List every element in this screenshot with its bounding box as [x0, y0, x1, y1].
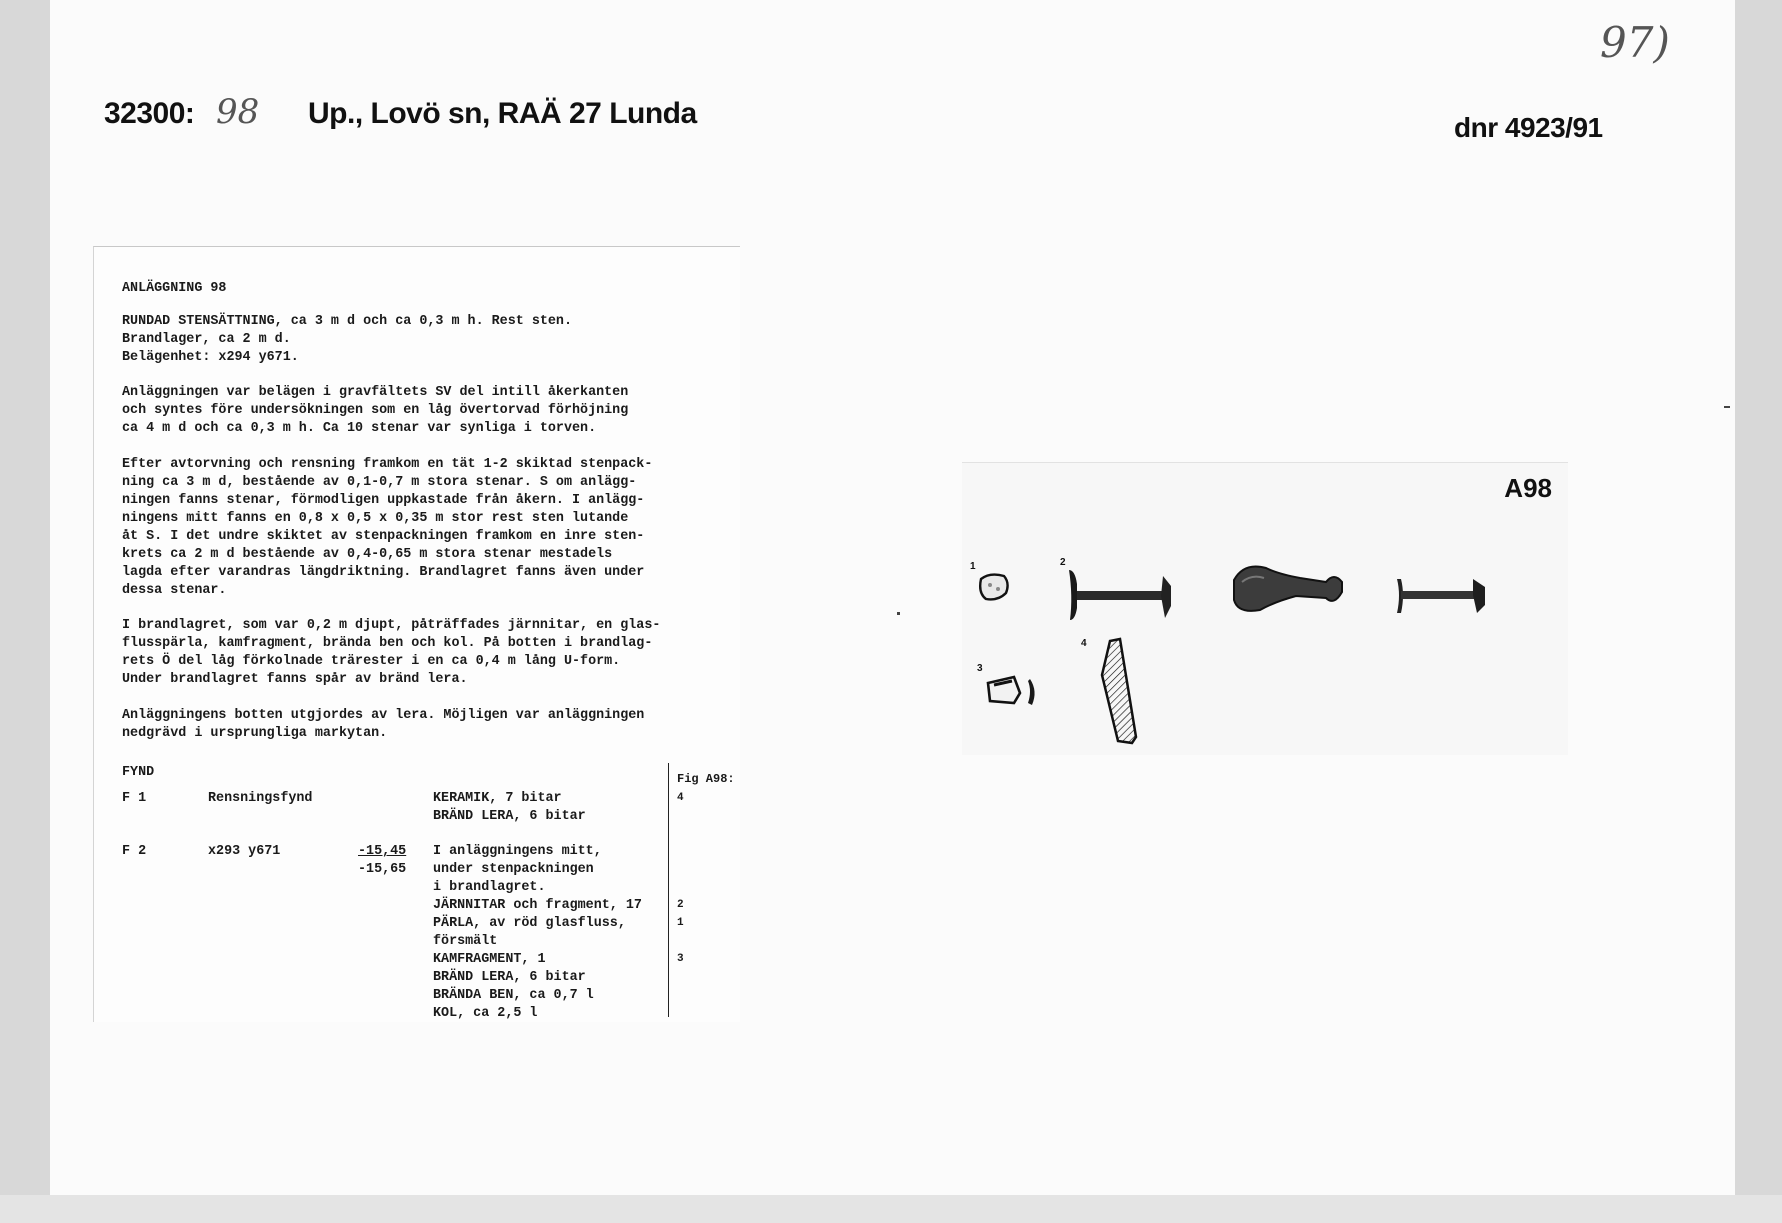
catalog-number: 32300: [104, 97, 195, 130]
site-location: Up., Lovö sn, RAÄ 27 Lunda [308, 97, 697, 130]
find-depth-bottom: -15,65 [358, 862, 407, 877]
find-line: KERAMIK, 7 bitar [433, 791, 562, 806]
paragraph-line: Efter avtorvning och rensning framkom en tät 1-2 skiktad stenpack- [122, 457, 653, 472]
paragraph-line: rets Ö del låg förkolnade trärester i en ca 0,4 m lång U-form. [122, 654, 621, 669]
find-line: försmält [433, 934, 498, 949]
paragraph-line: krets ca 2 m d bestående av 0,4-0,65 m stora stenar mestadels [122, 547, 613, 562]
scan-mark [1724, 406, 1730, 408]
paragraph-line: dessa stenar. [122, 583, 227, 598]
find-line: BRÄND LERA, 6 bitar [433, 809, 586, 824]
paragraph-line: ningens mitt fanns en 0,8 x 0,5 x 0,35 m stor rest sten lutande [122, 511, 629, 526]
find-line: I anläggningens mitt, [433, 844, 602, 859]
summary-line: Belägenhet: x294 y671. [122, 350, 299, 365]
paragraph-line: åt S. I det undre skiktet av stenpackningen framkom en inre sten- [122, 529, 645, 544]
iron-rivet-drawing [1395, 573, 1490, 617]
find-line: BRÄNDA BEN, ca 0,7 l [433, 988, 594, 1003]
find-depth-top: -15,45 [358, 844, 407, 859]
glass-bead-drawing [976, 571, 1012, 603]
fig-column-label: Fig A98: [677, 772, 735, 786]
find-line: BRÄND LERA, 6 bitar [433, 970, 586, 985]
fig-column-divider [668, 763, 669, 1017]
paragraph-line: och syntes före undersökningen som en låg övertorvad förhöjning [122, 403, 629, 418]
find-id: F 2 [122, 844, 147, 859]
find-line: i brandlagret. [433, 880, 546, 895]
paragraph-line: Anläggningen var belägen i gravfältets SV del intill åkerkanten [122, 385, 629, 400]
paragraph-line: I brandlagret, som var 0,2 m djupt, påträffades järnnitar, en glas- [122, 618, 661, 633]
paragraph-line: ningen fanns stenar, förmodligen uppkastade från åkern. I anlägg- [122, 493, 645, 508]
iron-rivet-fragment-drawing [1230, 560, 1355, 618]
find-id: F 1 [122, 791, 147, 806]
slip-heading: ANLÄGGNING 98 [122, 281, 227, 296]
paragraph-line: Anläggningens botten utgjordes av lera. Möjligen var anläggningen [122, 708, 645, 723]
find-fig-ref: 2 [677, 899, 684, 911]
iron-rivet-drawing [1067, 566, 1182, 626]
page-mark-handwritten: 97) [1600, 18, 1670, 67]
dnr-number: dnr 4923/91 [1454, 112, 1603, 143]
find-location: x293 y671 [208, 844, 281, 859]
find-location: Rensningsfynd [208, 791, 313, 806]
find-line: under stenpackningen [433, 862, 594, 877]
figure-label: 2 [1060, 557, 1066, 568]
figure-title: A98 [1504, 473, 1552, 503]
figure-label: 4 [1081, 638, 1087, 649]
catalog-suffix-handwritten: 98 [216, 92, 260, 132]
find-line: KAMFRAGMENT, 1 [433, 952, 546, 967]
typed-description-slip [93, 246, 740, 1022]
find-fig-ref: 1 [677, 917, 684, 929]
paragraph-line: lagda efter varandras längdriktning. Brandlagret fanns även under [122, 565, 645, 580]
paragraph-line: ca 4 m d och ca 0,3 m h. Ca 10 stenar var synliga i torven. [122, 421, 597, 436]
find-fig-ref: 3 [677, 953, 684, 965]
figure-label: 1 [970, 561, 976, 572]
paragraph-line: nedgrävd i ursprungliga markytan. [122, 726, 388, 741]
paragraph-line: flusspärla, kamfragment, brända ben och kol. På botten i brandlag- [122, 636, 653, 651]
figure-label: 3 [977, 663, 983, 674]
pottery-sherd-drawing [1092, 637, 1142, 747]
fynd-label: FYND [122, 765, 155, 780]
find-figure-panel [962, 462, 1568, 755]
find-line: JÄRNNITAR och fragment, 17 [433, 898, 642, 913]
find-line: PÄRLA, av röd glasfluss, [433, 916, 626, 931]
comb-fragment-drawing [984, 673, 1054, 709]
find-line: KOL, ca 2,5 l [433, 1006, 538, 1021]
card-bottom-edge [0, 1195, 1782, 1223]
paragraph-line: Under brandlagret fanns spår av bränd lera. [122, 672, 468, 687]
paragraph-line: ning ca 3 m d, bestående av 0,1-0,7 m stora stenar. S om anlägg- [122, 475, 637, 490]
scan-mark [897, 612, 900, 615]
summary-line: Brandlager, ca 2 m d. [122, 332, 291, 347]
summary-line: RUNDAD STENSÄTTNING, ca 3 m d och ca 0,3 m h. Rest sten. [122, 314, 572, 329]
find-fig-ref: 4 [677, 792, 684, 804]
